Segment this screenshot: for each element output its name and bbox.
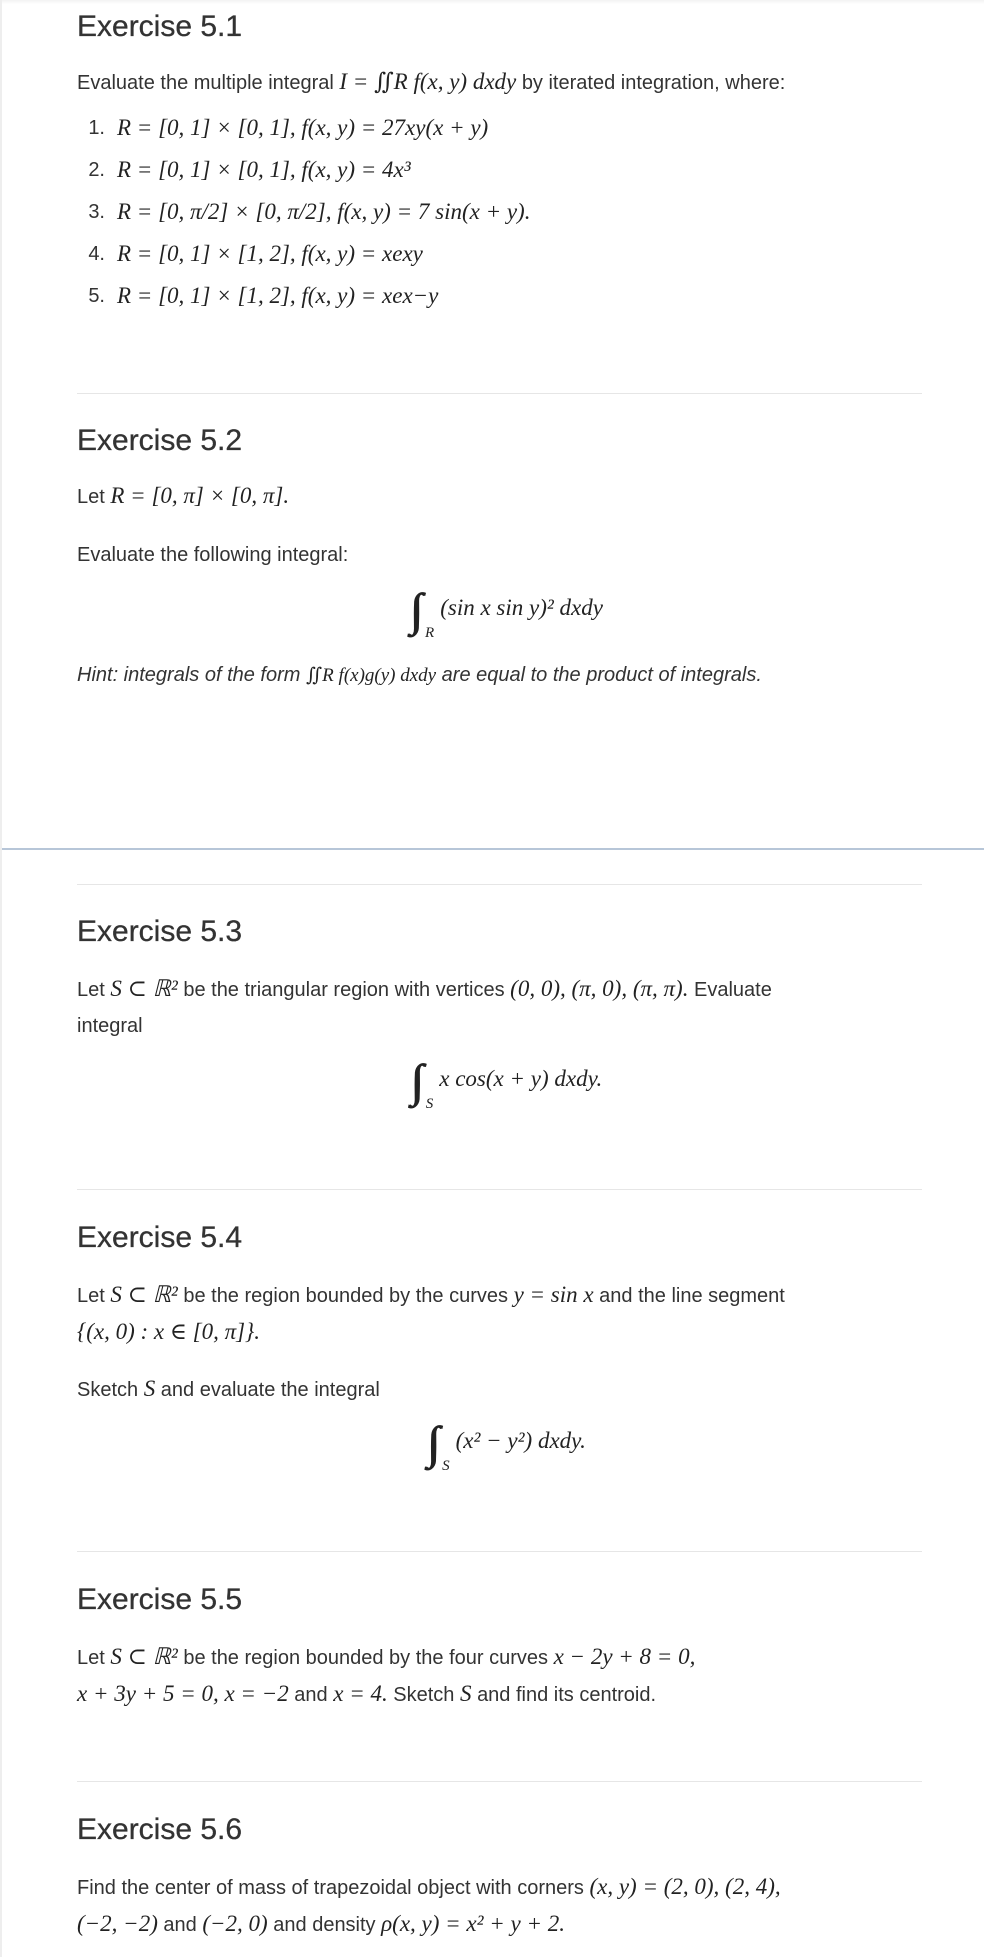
exercise-title: Exercise 5.3 bbox=[77, 915, 243, 948]
list-item: 3. R = [0, π/2] × [0, π/2], f(x, y) = 7 sin(x + y). bbox=[77, 191, 937, 233]
hint-text: Hint: integrals of the form ∬R f(x)g(y) dxdy are equal to the product of integrals. bbox=[77, 664, 762, 686]
list-item-math: R = [0, 1] × [1, 2], f(x, y) = xex−y bbox=[117, 283, 439, 308]
exercise-5-1 bbox=[77, 10, 937, 317]
exercise-text: Find the center of mass of trapezoidal object with corners (x, y) = (2, 0), (2, 4), (−2, −2) and (−2, 0) and density ρ(x, y) = x² + y + 2. bbox=[77, 1874, 781, 1936]
exercise-list bbox=[77, 107, 937, 317]
integrand: x cos(x + y) dxdy. bbox=[439, 1065, 603, 1091]
integrand: (x² − y²) dxdy. bbox=[455, 1427, 586, 1453]
integrand: (sin x sin y)² dxdy bbox=[440, 594, 603, 620]
list-item-math: R = [0, 1] × [1, 2], f(x, y) = xexy bbox=[117, 241, 423, 266]
exercise-title: Exercise 5.1 bbox=[77, 10, 243, 43]
integral-region: S bbox=[442, 1457, 450, 1474]
integral-formula: I = ∬R f(x, y) dxdy bbox=[339, 69, 517, 94]
list-item-math: R = [0, 1] × [0, 1], f(x, y) = 4x³ bbox=[117, 157, 411, 182]
integral-region: R bbox=[425, 624, 435, 641]
region-definition: R = [0, π] × [0, π]. bbox=[110, 483, 290, 508]
exercise-intro bbox=[77, 64, 937, 101]
divider bbox=[77, 884, 922, 885]
exercise-text: Let S ⊂ ℝ² be the region bounded by the curves y = sin x and the line segment {(x, 0) : x ∈ [0, π]}. bbox=[77, 1282, 785, 1344]
exercise-5-6 bbox=[77, 1813, 937, 1943]
exercise-text: Let S ⊂ ℝ² be the triangular region with vertices (0, 0), (π, 0), (π, π). Evaluate integral bbox=[77, 976, 772, 1037]
exercise-instruction: Sketch S and evaluate the integral bbox=[77, 1376, 380, 1401]
list-item: 1. R = [0, 1] × [0, 1], f(x, y) = 27xy(x + y) bbox=[77, 107, 937, 149]
exercise-5-5 bbox=[77, 1583, 937, 1713]
display-integral bbox=[77, 1416, 937, 1486]
list-item-math: R = [0, π/2] × [0, π/2], f(x, y) = 7 sin(x + y). bbox=[117, 199, 531, 224]
exercise-title: Exercise 5.2 bbox=[77, 424, 243, 457]
list-item: 2. R = [0, 1] × [0, 1], f(x, y) = 4x³ bbox=[77, 149, 937, 191]
list-item: 5. R = [0, 1] × [1, 2], f(x, y) = xex−y bbox=[77, 275, 937, 317]
divider bbox=[77, 393, 922, 394]
display-integral bbox=[77, 583, 937, 653]
divider bbox=[77, 1189, 922, 1190]
divider bbox=[77, 1551, 922, 1552]
exercise-5-4 bbox=[77, 1221, 937, 1486]
exercise-title: Exercise 5.6 bbox=[77, 1813, 243, 1846]
list-item: 4. R = [0, 1] × [1, 2], f(x, y) = xexy bbox=[77, 233, 937, 275]
exercise-let: Let R = [0, π] × [0, π]. bbox=[77, 483, 290, 508]
exercise-5-2 bbox=[77, 424, 937, 694]
exercise-instruction: Evaluate the following integral: bbox=[77, 544, 349, 566]
top-shadow bbox=[2, 0, 984, 4]
divider bbox=[77, 1781, 922, 1782]
hint-formula: ∬R f(x)g(y) dxdy bbox=[306, 665, 437, 686]
intro-text: Evaluate the multiple integral bbox=[77, 72, 334, 94]
exercise-5-3 bbox=[77, 915, 937, 1124]
integral-region: S bbox=[425, 1095, 434, 1112]
display-integral bbox=[77, 1054, 937, 1124]
exercise-text: Let S ⊂ ℝ² be the region bounded by the four curves x − 2y + 8 = 0, x + 3y + 5 = 0, x = −2 and x = 4. Sketch S and find its centroid. bbox=[77, 1644, 696, 1706]
page-break bbox=[2, 848, 984, 850]
list-item-math: R = [0, 1] × [0, 1], f(x, y) = 27xy(x + y) bbox=[117, 115, 489, 140]
intro-text-end: by iterated integration, where: bbox=[521, 72, 786, 94]
exercise-title: Exercise 5.4 bbox=[77, 1221, 243, 1254]
exercise-title: Exercise 5.5 bbox=[77, 1583, 243, 1616]
